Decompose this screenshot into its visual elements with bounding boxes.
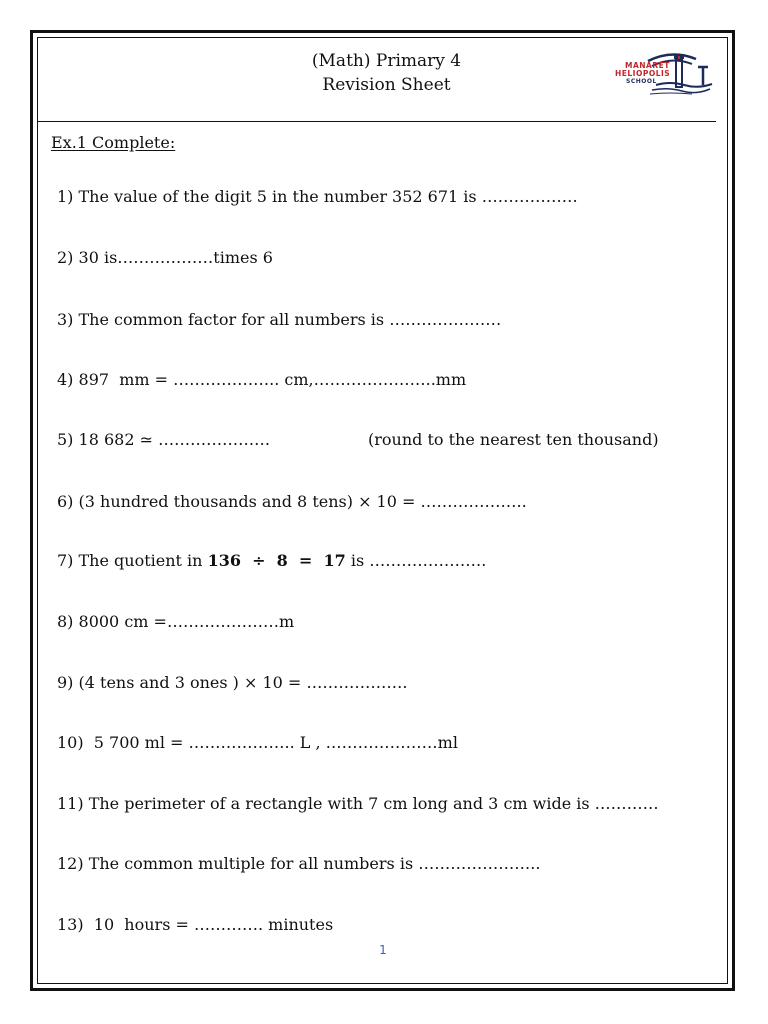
worksheet-subtitle: Revision Sheet bbox=[322, 75, 451, 95]
logo-text-line1: MANARET bbox=[625, 61, 670, 70]
question-7-expression: 136 ÷ 8 = 17 bbox=[207, 551, 346, 570]
question-6: 6) (3 hundred thousands and 8 tens) × 10 = ……………….. bbox=[57, 492, 527, 511]
question-9: 9) (4 tens and 3 ones ) × 10 = ………………. bbox=[57, 673, 408, 692]
question-1: 1) The value of the digit 5 in the number 352 671 is ……………… bbox=[57, 187, 578, 206]
question-8: 8) 8000 cm =…………………m bbox=[57, 612, 295, 631]
question-7-prefix: 7) The quotient in bbox=[57, 551, 208, 570]
question-13: 13) 10 hours = …………. minutes bbox=[57, 915, 334, 934]
exercise-heading: Ex.1 Complete: bbox=[51, 133, 176, 152]
question-5-note: (round to the nearest ten thousand) bbox=[368, 430, 659, 449]
question-4: 4) 897 mm = ……………….. cm,…………………..mm bbox=[57, 370, 467, 389]
logo-text-line3: SCHOOL bbox=[626, 78, 657, 85]
logo-text-line2: HELIOPOLIS bbox=[615, 69, 671, 78]
question-7 bbox=[57, 551, 486, 570]
question-5: 5) 18 682 ≃ ………………… bbox=[57, 430, 271, 449]
header-divider bbox=[38, 121, 716, 122]
question-2: 2) 30 is………………times 6 bbox=[57, 248, 273, 267]
school-logo bbox=[612, 47, 717, 99]
question-7-suffix: is …………………. bbox=[345, 551, 487, 570]
question-10: 10) 5 700 ml = ……………….. L , …………………ml bbox=[57, 733, 458, 752]
question-11: 11) The perimeter of a rectangle with 7 cm long and 3 cm wide is ………… bbox=[57, 794, 659, 813]
question-12: 12) The common multiple for all numbers is ………………….. bbox=[57, 854, 541, 873]
question-3: 3) The common factor for all numbers is ………………… bbox=[57, 310, 502, 329]
page-number: 1 bbox=[379, 943, 387, 957]
worksheet-title: (Math) Primary 4 bbox=[311, 51, 462, 71]
